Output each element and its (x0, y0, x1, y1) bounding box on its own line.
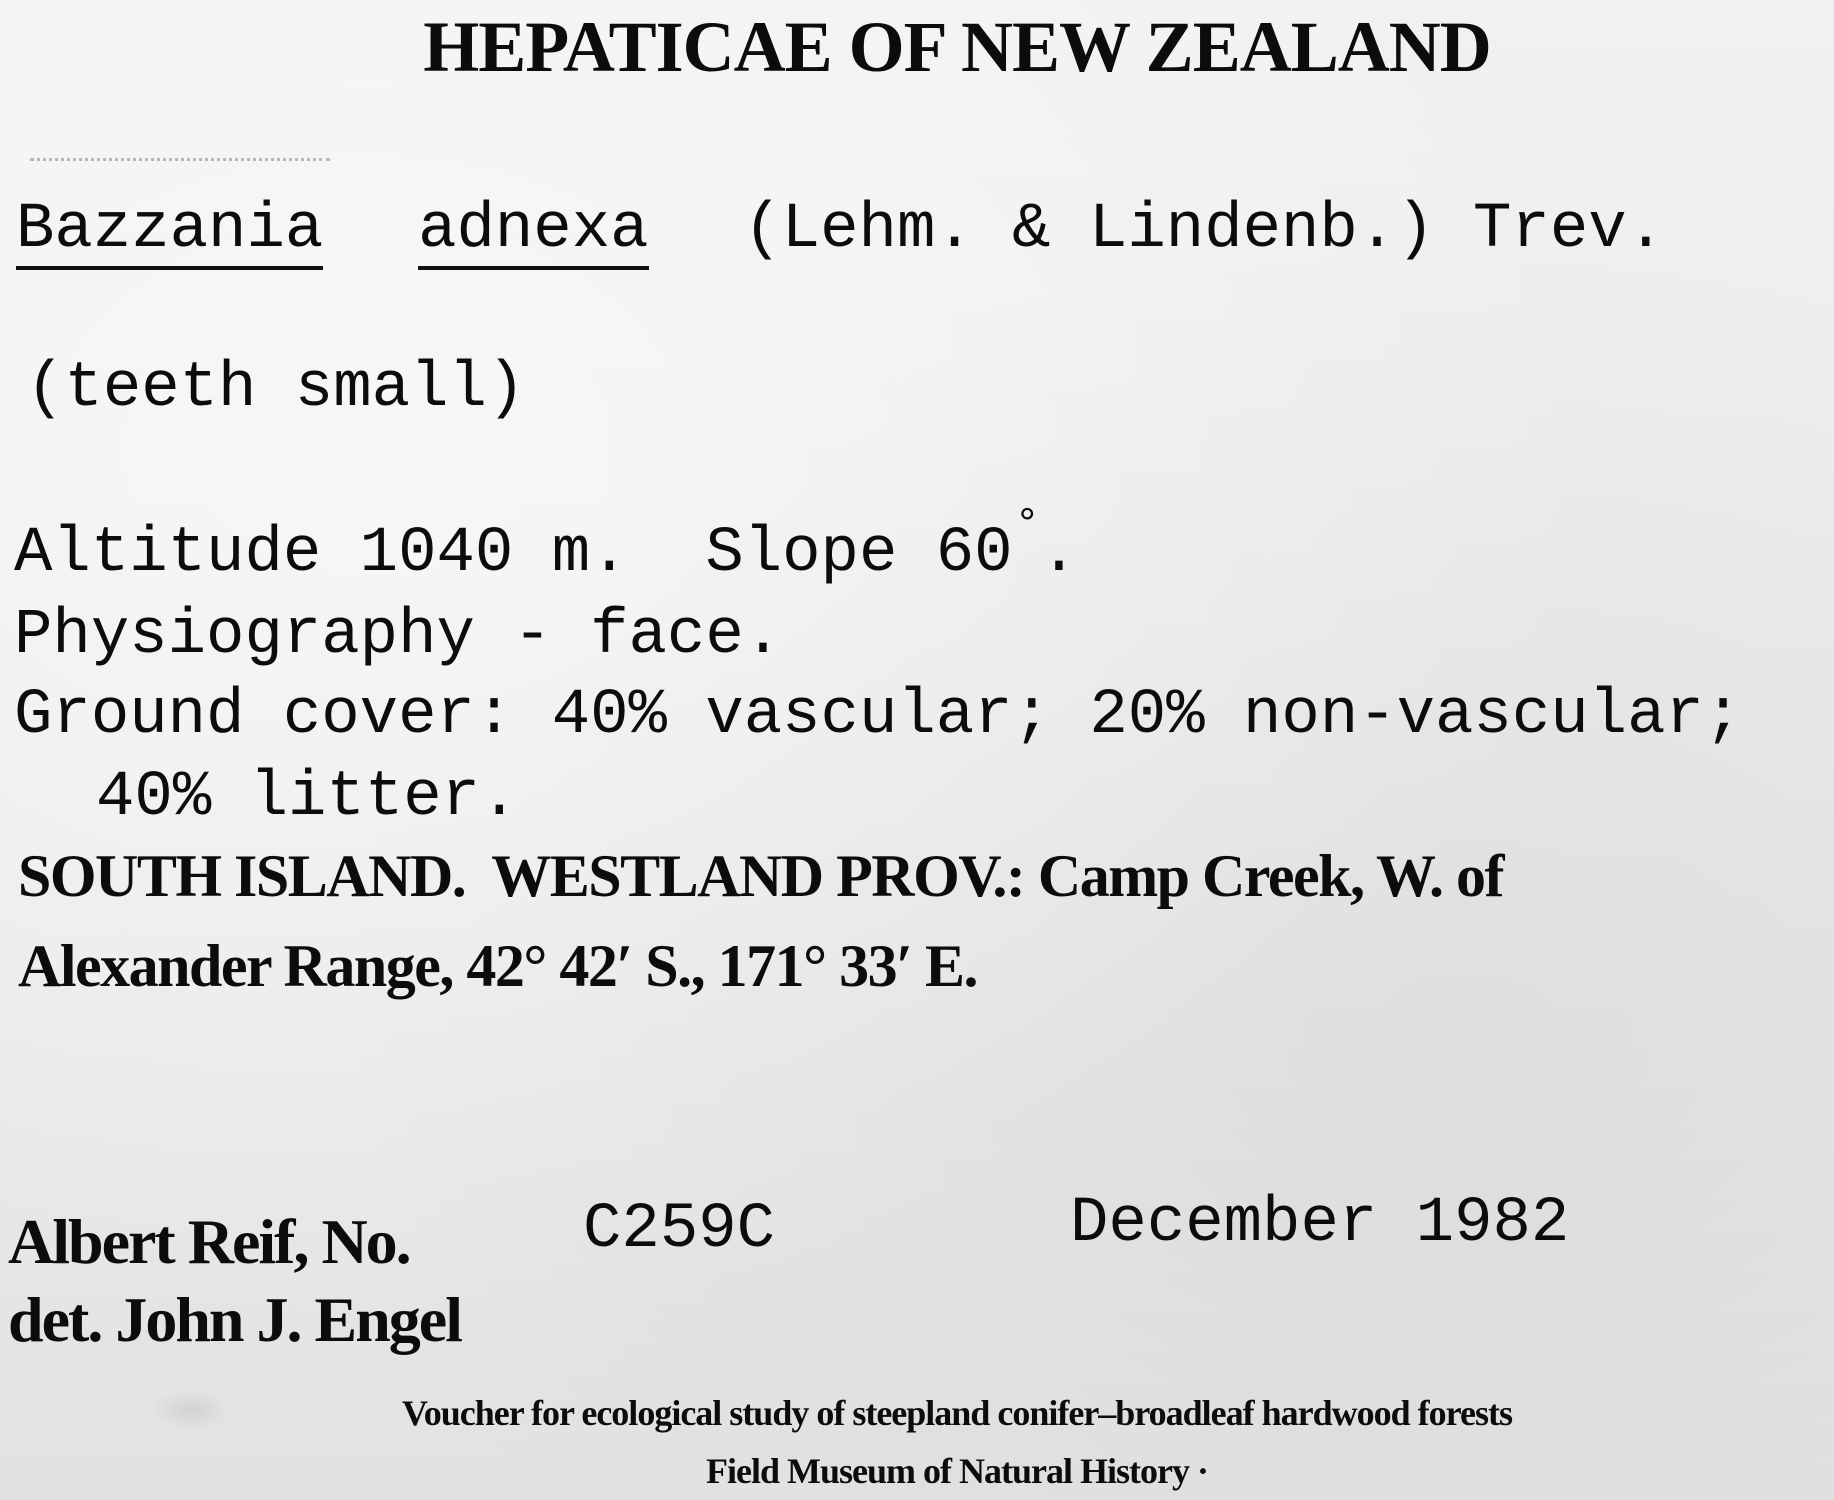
institution-name: Field Museum of Natural History · (706, 1451, 1208, 1491)
collection-date: December 1982 (1070, 1188, 1570, 1260)
determiner: det. John J. Engel (8, 1284, 461, 1355)
altitude-end: . (1039, 518, 1079, 590)
physiography: Physiography - face. (14, 600, 783, 672)
degree-mark: ° (1014, 501, 1040, 549)
locality-region: SOUTH ISLAND. WESTLAND PROV.: (18, 843, 1025, 909)
specimen-note: (teeth small) (26, 353, 526, 425)
locality-line-1 (18, 842, 1503, 911)
altitude-text: Altitude 1040 m. Slope 60 (14, 518, 1013, 590)
collection-number: C259C (583, 1194, 776, 1266)
genus-name: Bazzania (16, 198, 323, 270)
collector-label: Albert Reif, No. (8, 1206, 410, 1277)
locality-line-2: Alexander Range, 42° 42′ S., 171° 33′ E. (18, 933, 978, 999)
voucher-note: Voucher for ecological study of steepland conifer–broadleaf hardwood forests (402, 1393, 1512, 1433)
species-epithet: adnexa (418, 198, 648, 270)
label-title: HEPATICAE OF NEW ZEALAND (423, 7, 1491, 87)
ground-cover-continued: 40% litter. (96, 762, 519, 834)
taxon-authority: (Lehm. & Lindenb.) Trev. (743, 194, 1666, 266)
dotted-divider (30, 158, 330, 165)
ground-cover: Ground cover: 40% vascular; 20% non-vascular; (14, 680, 1743, 752)
taxon-name (16, 194, 1665, 270)
altitude-slope (14, 501, 1079, 590)
locality-site: Camp Creek, W. of (1037, 843, 1503, 909)
